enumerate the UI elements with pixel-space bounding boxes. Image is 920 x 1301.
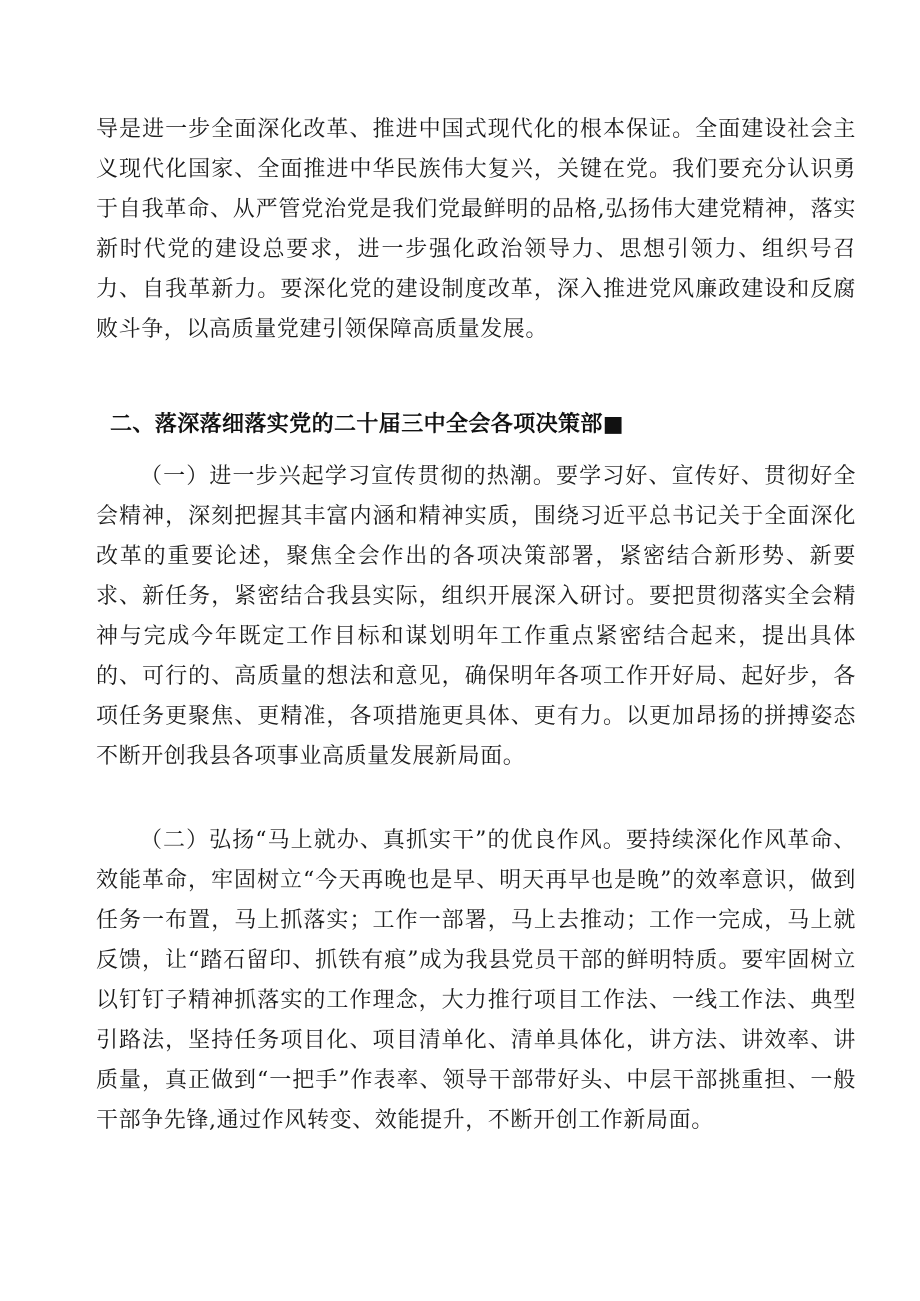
body-paragraph-work-style: （二）弘扬“马上就办、真抓实干”的优良作风。要持续深化作风革命、效能革命，牢固树立“今天再晚也是早、明天再早也是晚”的效率意识，做到任务一布置，马上抓落实；工作一部署，马上去推动；工作一完成，马上就反馈，让“踏石留印、抓铁有痕”成为我县党员干部的鲜明特质。要牢固树立以钉钉子精神抓落实的工作理念，大力推行项目工作法、一线工作法、典型引路法，坚持任务项目化、项目清单化、清单具体化，讲方法、讲效率、讲质量，真正做到“一把手”作表率、领导干部带好头、中层干部挑重担、一般干部争先锋,通过作风转变、效能提升，不断开创工作新局面。	[96, 828, 856, 1133]
section-heading: 二、落深落细落实党的二十届三中全会各项决策部■	[110, 412, 624, 437]
body-paragraph-study-promote: （一）进一步兴起学习宣传贯彻的热潮。要学习好、宣传好、贯彻好全会精神，深刻把握其丰富内涵和精神实质，围绕习近平总书记关于全面深化改革的重要论述，聚焦全会作出的各项决策部署，紧密结合新形势、新要求、新任务，紧密结合我县实际，组织开展深入研讨。要把贯彻落实全会精神与完成今年既定工作目标和谋划明年工作重点紧密结合起来，提出具体的、可行的、高质量的想法和意见，确保明年各项工作开好局、起好步，各项任务更聚焦、更精准，各项措施更具体、更有力。以更加昂扬的拼搏姿态不断开创我县各项事业高质量发展新局面。	[96, 464, 856, 769]
body-paragraph-party-leadership: 导是进一步全面深化改革、推进中国式现代化的根本保证。全面建设社会主义现代化国家、全面推进中华民族伟大复兴，关键在党。我们要充分认识勇于自我革命、从严管党治党是我们党最鲜明的品格,弘扬伟大建党精神，落实新时代党的建设总要求，进一步强化政治领导力、思想引领力、组织号召力、自我革新力。要深化党的建设制度改革，深入推进党风廉政建设和反腐败斗争，以高质量党建引领保障高质量发展。	[96, 117, 856, 342]
